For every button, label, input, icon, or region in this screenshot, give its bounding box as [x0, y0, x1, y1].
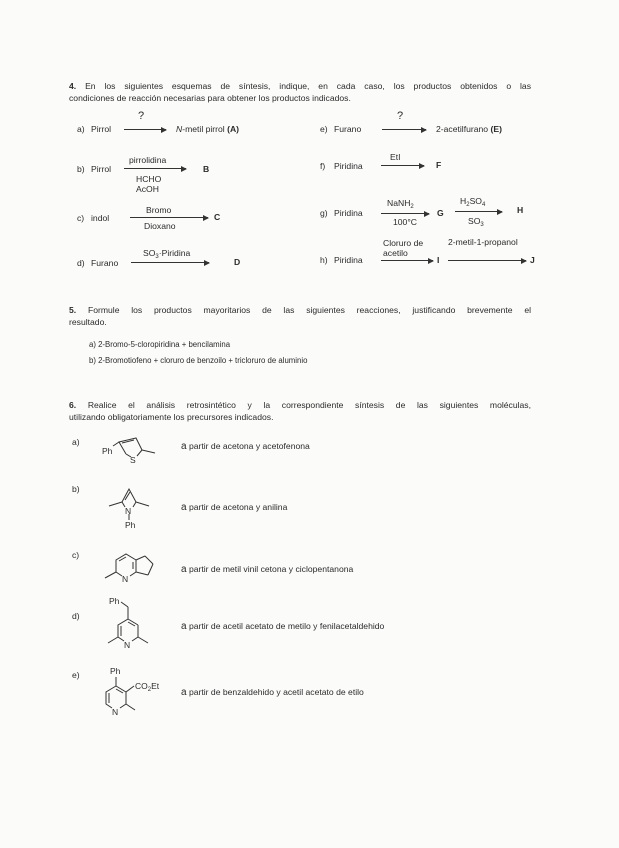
scheme-f-label: f): [320, 161, 326, 171]
scheme-d-start: Furano: [91, 258, 119, 268]
q5-item-a: a) 2-Bromo-5-cloropiridina + bencilamina: [89, 340, 231, 349]
scheme-g-product: H: [517, 205, 524, 215]
scheme-a-label: a): [77, 124, 85, 134]
scheme-h-arrow1: [381, 260, 433, 261]
q6a-ph-label: Ph: [102, 446, 113, 456]
q6d-structure-benzylpyridine: [98, 595, 178, 665]
scheme-b-below2: AcOH: [136, 184, 159, 194]
q6d-ph-label: Ph: [109, 596, 120, 606]
scheme-b-label: b): [77, 164, 85, 174]
scheme-e-product: 2-acetilfurano (E): [436, 124, 502, 134]
q6-statement: [69, 400, 531, 423]
q6a-s-label: S: [130, 455, 136, 465]
q6-number: 6.: [69, 400, 77, 410]
q6b-ph-label: Ph: [125, 520, 136, 530]
q6c-label: c): [72, 550, 80, 560]
scheme-g-intermediate: G: [437, 208, 444, 218]
scheme-h-above1-line2: acetilo: [383, 248, 408, 258]
q6b-structure-pyrrole: [100, 484, 170, 544]
scheme-e-start: Furano: [334, 124, 362, 134]
q5-item-b: b) 2-Bromotiofeno + cloruro de benzoilo + tricloruro de aluminio: [89, 356, 308, 365]
q6d-label: d): [72, 611, 80, 621]
scheme-d-above: $SO_3\cdot Piridina$: [143, 248, 191, 260]
q6a-text: a partir de acetona y acetofenona: [181, 441, 310, 452]
q6b-label: b): [72, 484, 80, 494]
scheme-h-label: h): [320, 255, 328, 265]
scheme-b-start: Pirrol: [91, 164, 112, 174]
scheme-d-label: d): [77, 258, 85, 268]
scheme-d-arrow: [131, 262, 209, 263]
scheme-b-above: pirrolidina: [129, 155, 167, 165]
scheme-b-arrow: [124, 168, 186, 169]
q4-line1: En los siguientes esquemas de síntesis, indique, en cada caso, los productos obtenidos o las: [85, 81, 531, 91]
q6e-n-label: N: [112, 707, 119, 717]
scheme-c-below: Dioxano: [144, 221, 176, 231]
scheme-h-intermediate: I: [437, 255, 440, 265]
q5-statement: [69, 305, 531, 328]
scheme-f-start: Piridina: [334, 161, 363, 171]
q4-number: 4.: [69, 81, 77, 91]
q6b-n-label: N: [125, 506, 132, 516]
scheme-d-product: D: [234, 257, 241, 267]
q4-statement: [69, 81, 531, 104]
scheme-g-start: Piridina: [334, 208, 363, 218]
scheme-h-above1-line1: Cloruro de: [383, 238, 424, 248]
q4-line2: condiciones de reacción necesarias para obtener los productos indicados.: [69, 92, 351, 103]
scheme-c-product: C: [214, 212, 221, 222]
q6-line2: utilizando obligatoriamente los precursores indicados.: [69, 411, 274, 422]
q6-line1: Realice el análisis retrosintético y la correspondiente síntesis de las siguientes moléculas,: [87, 400, 531, 410]
scheme-h-start: Piridina: [334, 255, 363, 265]
scheme-a-product: N-metil pirrol (A): [176, 124, 240, 134]
q6a-label: a): [72, 437, 80, 447]
q5-line2: resultado.: [69, 316, 107, 327]
q5-line1: Formule los productos mayoritarios de las siguientes reacciones, justificando brevemente el: [87, 305, 532, 315]
scheme-g-below1: 100°C: [393, 217, 417, 227]
scheme-a-condition: ?: [138, 110, 145, 122]
scheme-e-condition: ?: [397, 110, 404, 122]
q6c-n-label: N: [122, 574, 129, 584]
q6e-ph-label: Ph: [110, 666, 121, 676]
q6e-ester-label: $CO_2Et$: [135, 681, 160, 693]
scheme-h-above2: 2-metil-1-propanol: [448, 237, 518, 247]
q6d-n-label: N: [124, 640, 131, 650]
q6c-structure-cyclopentapyridine: [98, 548, 178, 598]
scheme-g-label: g): [320, 208, 328, 218]
q6a-structure-thiophene: [100, 432, 190, 482]
scheme-e-arrow: [382, 129, 426, 130]
scheme-h-arrow2: [448, 260, 526, 261]
scheme-e-label: e): [320, 124, 328, 134]
scheme-c-above: Bromo: [146, 205, 172, 215]
scheme-a-arrow: [124, 129, 166, 130]
scheme-c-start: indol: [91, 213, 110, 223]
scheme-c-label: c): [77, 213, 85, 223]
scheme-b-below1: HCHO: [136, 174, 162, 184]
q6e-text: a partir de benzaldehido y acetil acetato de etilo: [181, 687, 364, 698]
scheme-f-arrow: [381, 165, 424, 166]
scheme-f-product: F: [436, 160, 442, 170]
scheme-g-above1: NaNH$_2$: [387, 198, 414, 210]
scheme-h-product: J: [530, 255, 535, 265]
scheme-c-arrow: [130, 217, 208, 218]
scheme-g-arrow1: [381, 213, 429, 214]
q6e-label: e): [72, 670, 80, 680]
scheme-g-below2: $SO_3$: [468, 216, 484, 228]
scheme-f-above: EtI: [390, 152, 401, 162]
q5-number: 5.: [69, 305, 77, 315]
scheme-g-above2: $H_2SO_4$: [460, 196, 486, 208]
q6d-text: a partir de acetil acetato de metilo y fenilacetaldehido: [181, 621, 385, 632]
scheme-a-start: Pirrol: [91, 124, 112, 134]
q6b-text: a partir de acetona y anilina: [181, 502, 288, 513]
scheme-b-product: B: [203, 164, 210, 174]
scheme-g-arrow2: [455, 211, 502, 212]
q6c-text: a partir de metil vinil cetona y ciclopentanona: [181, 564, 354, 575]
